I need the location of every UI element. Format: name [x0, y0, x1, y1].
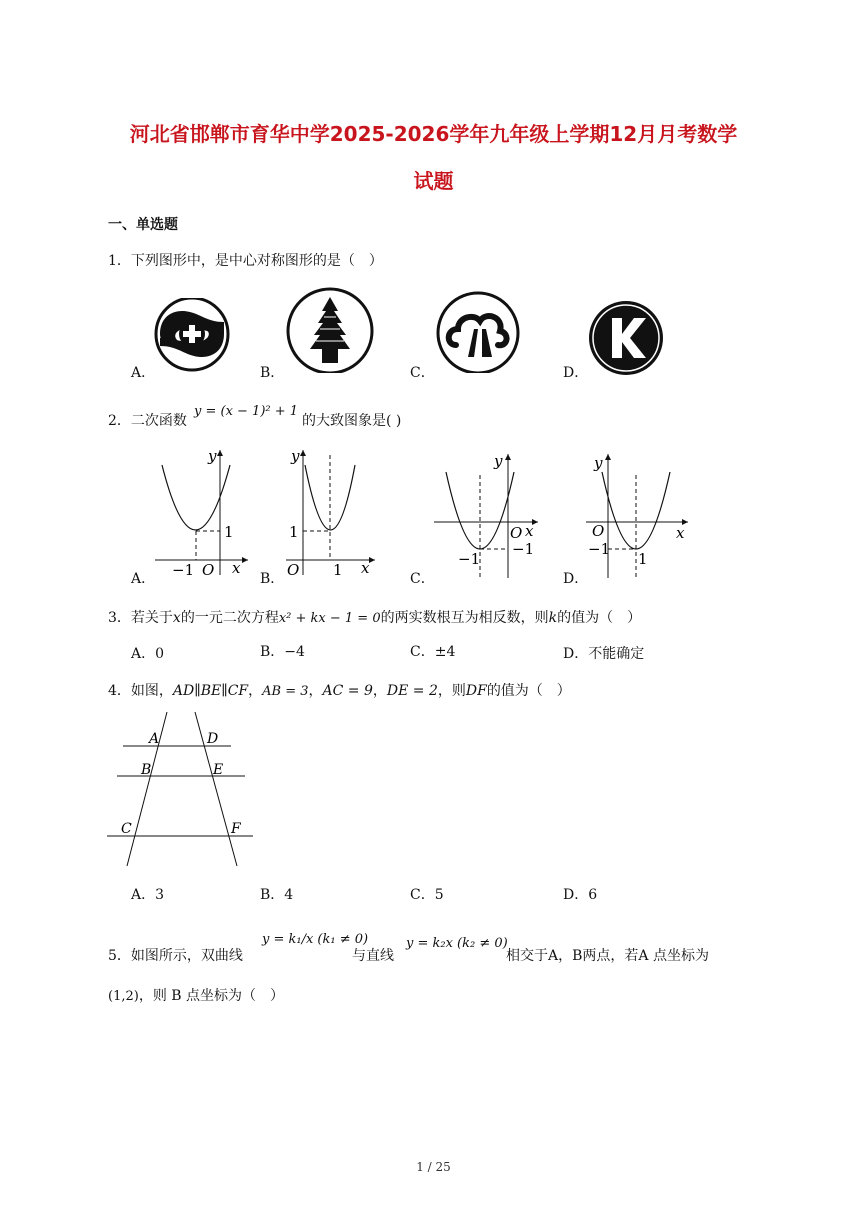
graph-c — [432, 450, 542, 580]
graph-b-one-label: 1 — [289, 523, 299, 541]
question-3-var-x: x — [172, 610, 181, 626]
q4-option-a: A．3 — [131, 887, 165, 903]
tree-icon — [284, 287, 378, 373]
point-c-label: C — [121, 821, 132, 837]
graph-d-x-label: x — [676, 524, 685, 542]
title-line-1: 河北省邯郸市育华中学2025-2026学年九年级上学期12月月考数学 — [129, 122, 738, 146]
q3-option-a: A．0 — [131, 646, 165, 662]
question-5-coord: (1,2) — [108, 989, 139, 1004]
graph-a-origin-label: O — [202, 561, 215, 579]
point-e-label: E — [213, 762, 224, 778]
question-3-stem-b: 的一元二次方程 — [180, 610, 279, 626]
graph-c-x-label: x — [525, 522, 534, 540]
graph-d-origin-label: O — [592, 522, 605, 540]
question-5-line: y = k₂x (k₂ ≠ 0) — [406, 936, 508, 951]
q1-option-a: A． — [131, 365, 156, 381]
point-f-label: F — [231, 821, 241, 837]
graph-b-origin-label: O — [287, 561, 300, 579]
q1-option-b: B． — [260, 365, 285, 381]
badge-plus-icon — [150, 298, 240, 378]
question-3-stem-a: 3．若关于 — [108, 610, 173, 626]
question-5-line-2: (1,2)，则 B 点坐标为（ ） — [108, 988, 285, 1004]
point-a-label: A — [149, 731, 160, 747]
graph-c-neg-one-y-label: −1 — [512, 540, 535, 558]
question-4-cond4: DE = 2 — [386, 683, 438, 699]
graph-b-x-one-label: 1 — [333, 561, 343, 579]
q4-option-c: C．5 — [410, 887, 444, 903]
question-5-suffix: 相交于A，B两点，若A 点坐标为 — [506, 948, 709, 964]
point-d-label: D — [207, 731, 219, 747]
graph-a-one-label: 1 — [224, 523, 234, 541]
q4-option-b: B．4 — [260, 887, 294, 903]
q3-option-d: D．不能确定 — [563, 646, 645, 662]
q2-option-a: A． — [131, 571, 156, 587]
question-3-stem-c: 的两实数根互为相反数，则 — [380, 610, 549, 626]
question-4-cond3: AC = 9 — [322, 683, 373, 699]
k-logo-icon — [586, 300, 666, 378]
graph-a-y-label: y — [208, 447, 217, 465]
q2-option-c: C． — [410, 571, 435, 587]
section-heading: 一、单选题 — [108, 217, 178, 233]
question-5-hyperbola: y = k₁/x (k₁ ≠ 0) — [262, 932, 369, 947]
question-3-stem — [108, 607, 641, 627]
parallel-lines-figure — [105, 710, 255, 868]
q3-option-b: B．−4 — [260, 644, 305, 660]
graph-d-one-label: 1 — [638, 550, 648, 568]
q2-option-d: D． — [563, 571, 589, 587]
question-3-stem-d: 的值为（ ） — [557, 610, 642, 626]
q1-option-c: C． — [410, 365, 435, 381]
question-2-formula: y = (x − 1)² + 1 — [194, 404, 299, 419]
graph-b-x-label: x — [361, 559, 370, 577]
graph-d-y-label: y — [594, 454, 603, 472]
graph-d — [584, 450, 694, 580]
point-b-label: B — [141, 762, 152, 778]
question-2-suffix: 的大致图象是( ) — [302, 413, 402, 429]
question-4-cond2: AB = 3 — [262, 684, 309, 699]
graph-b — [283, 445, 378, 580]
question-4-df: DF — [465, 683, 487, 699]
graph-c-neg-one-x-label: −1 — [458, 550, 481, 568]
q2-option-b: B． — [260, 571, 285, 587]
question-5-prefix: 5．如图所示，双曲线 — [108, 948, 243, 964]
graph-a-x-label: x — [232, 559, 241, 577]
q4-option-d: D．6 — [563, 887, 598, 903]
q1-option-d: D． — [563, 365, 589, 381]
graph-a — [150, 445, 250, 580]
cloud-icon — [434, 291, 524, 373]
question-1-stem: 1．下列图形中，是中心对称图形的是（ ） — [108, 253, 383, 269]
question-2-prefix: 2．二次函数 — [108, 413, 187, 429]
graph-b-y-label: y — [291, 447, 300, 465]
page-number: 1 / 25 — [416, 1160, 451, 1174]
question-4-cond1: AD∥BE∥CF — [172, 683, 249, 699]
graph-c-origin-label: O — [510, 524, 523, 542]
q3-option-c: C．±4 — [410, 644, 456, 660]
graph-c-y-label: y — [494, 452, 503, 470]
question-4-prefix: 4．如图， — [108, 683, 173, 699]
question-3-formula: x² + kx − 1 = 0 — [278, 611, 381, 626]
question-3-var-k: k — [548, 610, 558, 626]
graph-d-neg-one-label: −1 — [588, 540, 611, 558]
title-line-2: 试题 — [413, 169, 454, 193]
question-4-stem: 4．如图，AD∥BE∥CF，AB = 3，AC = 9，DE = 2，则DF的值为（ ） — [108, 683, 571, 699]
question-5-mid: 与直线 — [352, 948, 394, 964]
graph-a-neg-one-label: −1 — [172, 561, 195, 579]
